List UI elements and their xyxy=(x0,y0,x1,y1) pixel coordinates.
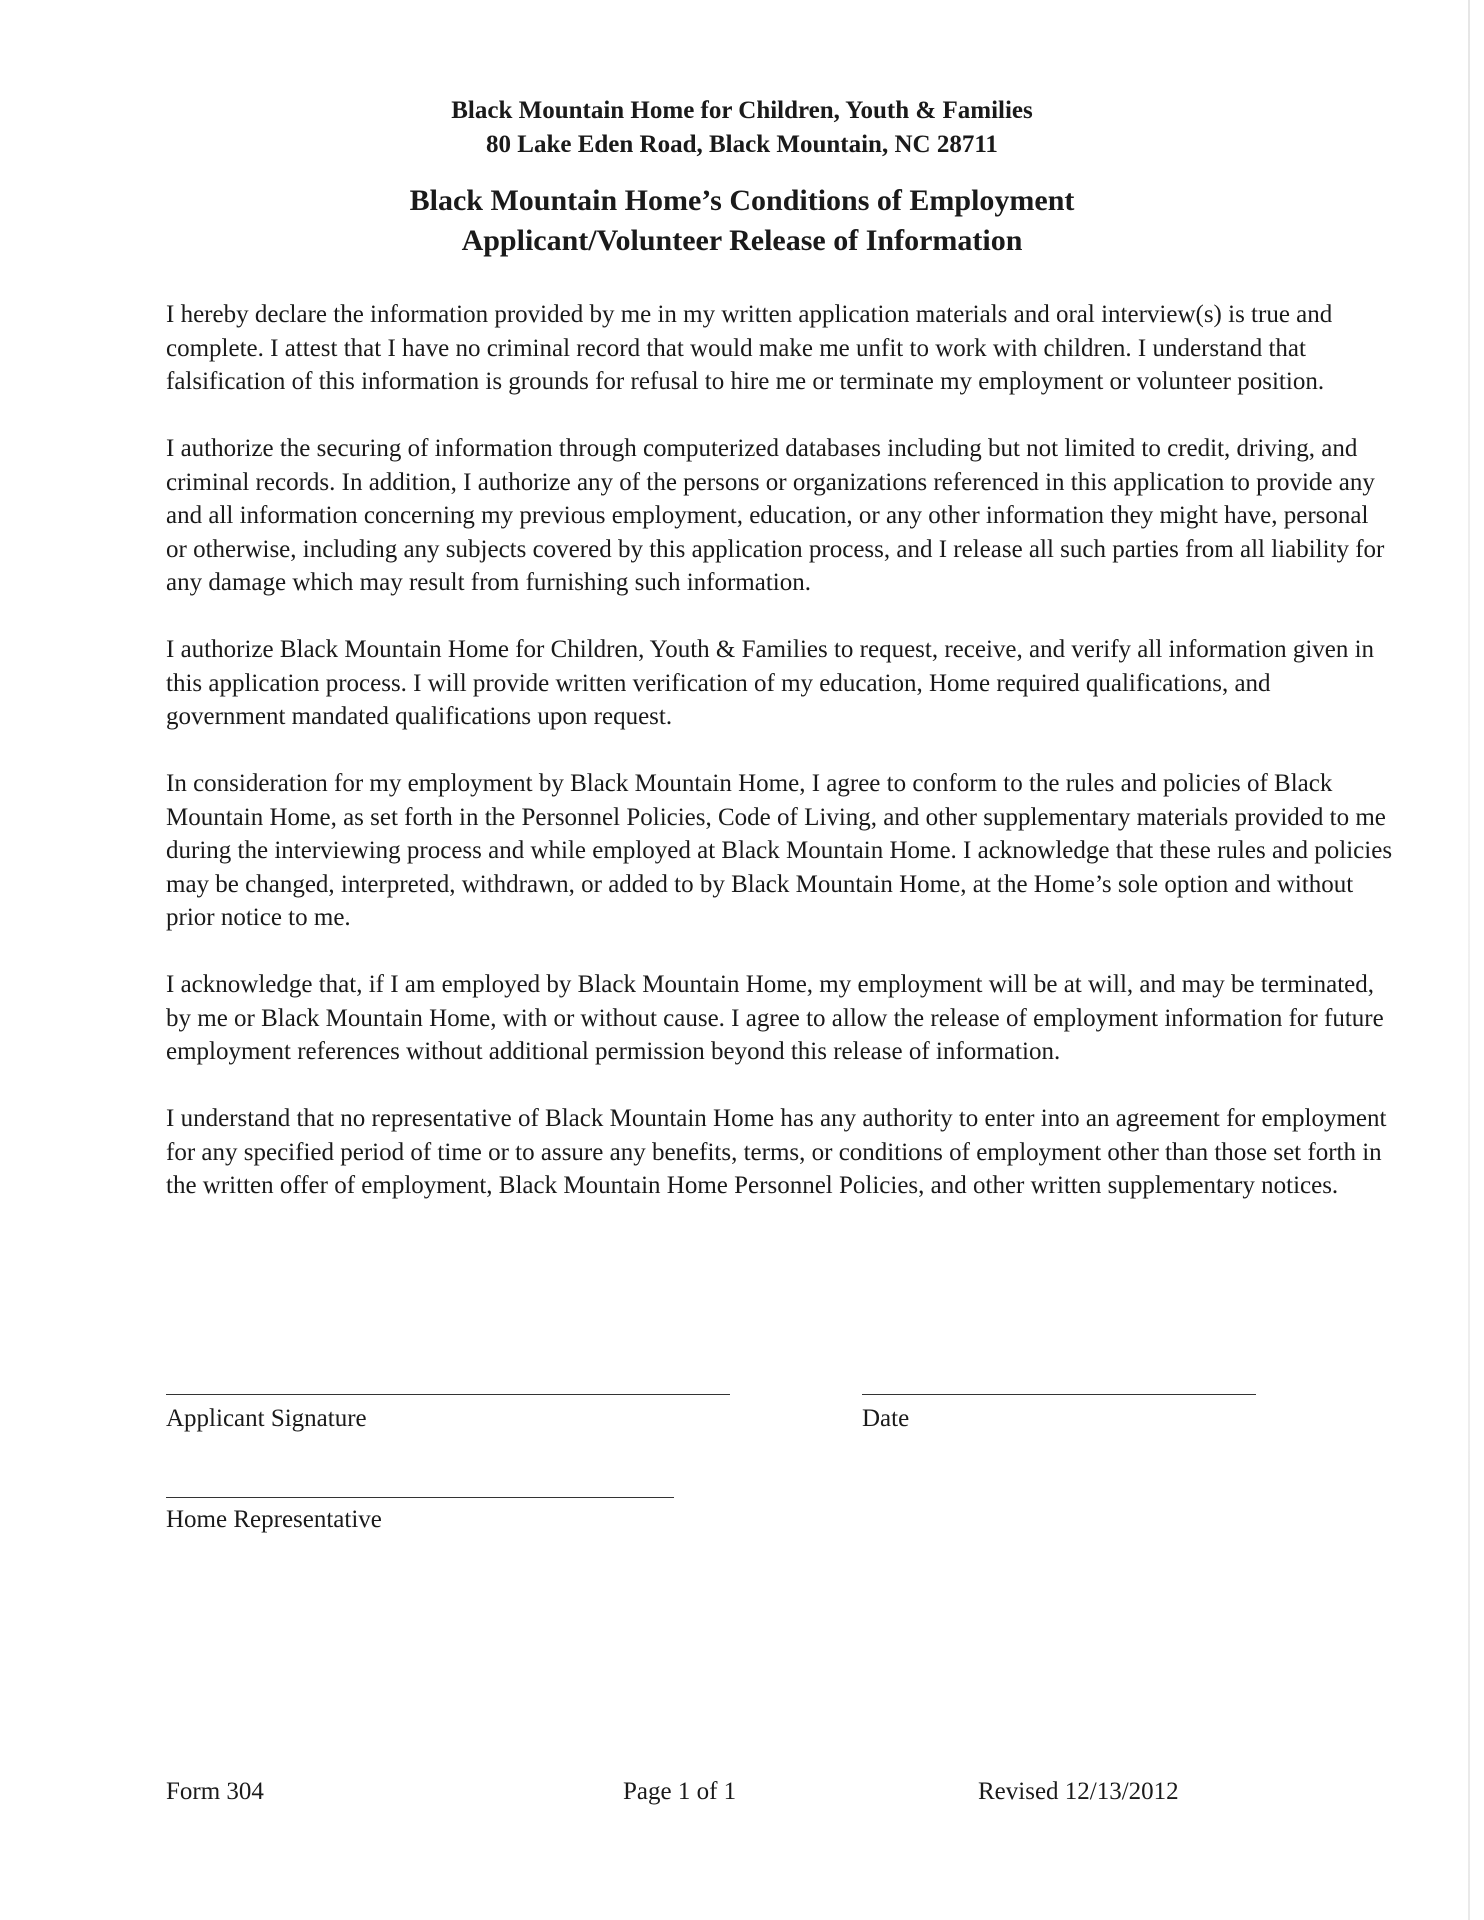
home-representative-label: Home Representative xyxy=(166,1506,382,1533)
paragraph-declaration: I hereby declare the information provided by me in my written application materials and oral interview(s) is true and complete. I attest that I have no criminal record that would make me unfit to work with children. I understand that falsification of this information is grounds for refusal to hire me or terminate my employment or volunteer position. xyxy=(166,301,1333,395)
applicant-signature-label: Applicant Signature xyxy=(166,1405,367,1432)
paragraph-authorization-records: I authorize the securing of information through computerized databases including but not limited to credit, driving, and criminal records. In addition, I authorize any of the persons or organizations referenced in this application to provide any and all information concerning my previous employment, education, or any other information they might have, personal or otherwise, including any subjects covered by this application process, and I release all such parties from all liability for any damage which may result from furnishing such information. xyxy=(166,435,1385,596)
home-representative-line[interactable] xyxy=(166,1497,674,1498)
date-line[interactable] xyxy=(862,1394,1256,1395)
paragraph-at-will: I acknowledge that, if I am employed by Black Mountain Home, my employment will be at will, and may be terminated, by me or Black Mountain Home, with or without cause. I agree to allow the release of employment information for future employment references without additional permission beyond this release of information. xyxy=(166,971,1384,1065)
body-text xyxy=(166,298,1394,1236)
date-label: Date xyxy=(862,1405,910,1432)
paragraph-rules-policies: In consideration for my employment by Black Mountain Home, I agree to conform to the rules and policies of Black Mountain Home, as set forth in the Personnel Policies, Code of Living, and other supplementary materials provided to me during the interviewing process and while employed at Black Mountain Home. I acknowledge that these rules and policies may be changed, interpreted, withdrawn, or added to by Black Mountain Home, at the Home’s sole option and without prior notice to me. xyxy=(166,770,1393,931)
form-number: Form 304 xyxy=(166,1778,264,1805)
document-title: Black Mountain Home’s Conditions of Employment xyxy=(409,184,1075,217)
paragraph-no-agreement: I understand that no representative of Black Mountain Home has any authority to enter into an agreement for employment for any specified period of time or to assure any benefits, terms, or conditions of employment other than those set forth in the written offer of employment, Black Mountain Home Personnel Policies, and other written supplementary notices. xyxy=(166,1105,1387,1199)
scan-edge xyxy=(1468,0,1470,1920)
revised-date: Revised 12/13/2012 xyxy=(978,1778,1179,1805)
organization-address: 80 Lake Eden Road, Black Mountain, NC 28711 xyxy=(486,131,998,158)
organization-name: Black Mountain Home for Children, Youth & Families xyxy=(451,97,1033,124)
document-subtitle: Applicant/Volunteer Release of Information xyxy=(461,224,1023,257)
page-number: Page 1 of 1 xyxy=(623,1778,737,1805)
applicant-signature-line[interactable] xyxy=(166,1394,730,1395)
paragraph-authorization-verify: I authorize Black Mountain Home for Children, Youth & Families to request, receive, and verify all information given in this application process. I will provide written verification of my education, Home required qualifications, and government mandated qualifications upon request. xyxy=(166,636,1375,730)
